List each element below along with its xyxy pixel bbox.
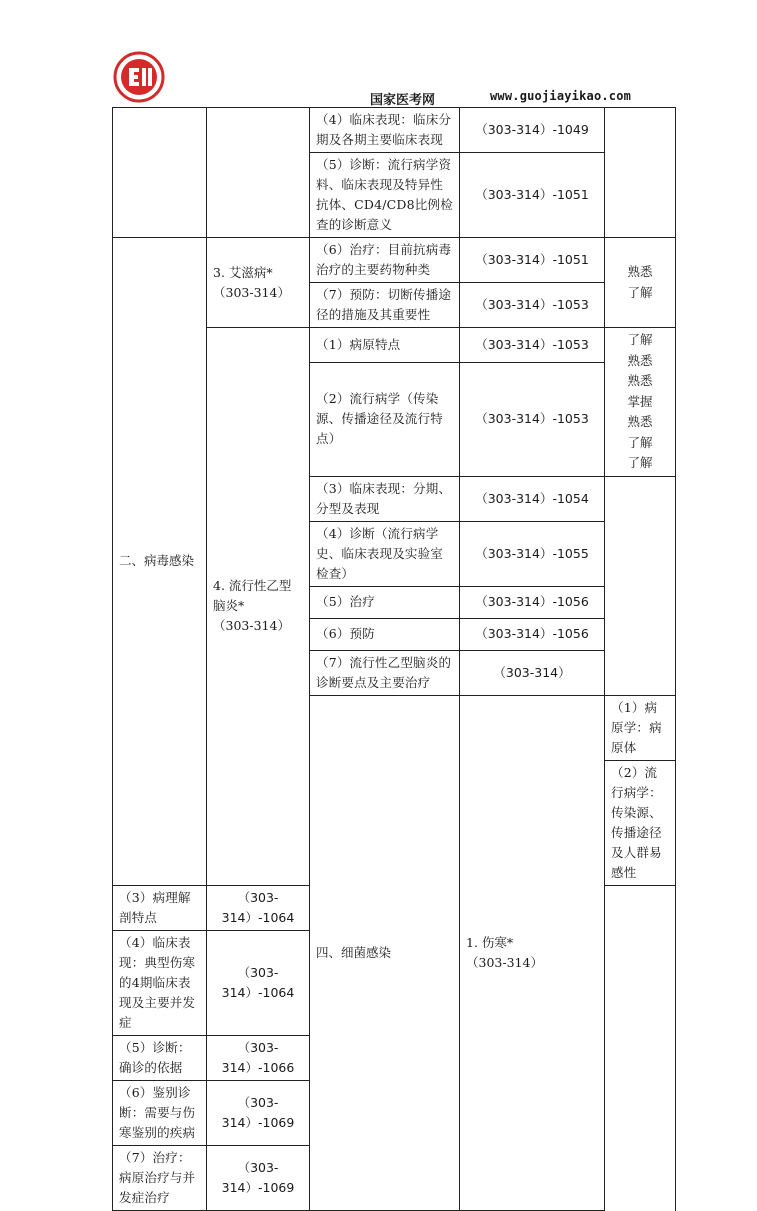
requirement-cell-empty	[605, 108, 676, 238]
requirement-level: 掌握	[627, 393, 653, 409]
header-url[interactable]: www.guojiayikao.com	[490, 89, 632, 103]
ref-cell: （303-314）-1055	[460, 521, 605, 586]
requirement-level: 熟悉	[627, 373, 653, 388]
item-cell: （5）诊断：流行病学资料、临床表现及特异性抗体、CD4/CD8比例检查的诊断意义	[310, 153, 460, 238]
ref-cell: （303-314）	[460, 650, 605, 695]
requirement-level: 了解	[627, 455, 653, 470]
ref-cell: （303-314）-1064	[207, 930, 310, 1035]
item-cell: （4）临床表现：临床分期及各期主要临床表现	[310, 108, 460, 153]
item-cell: （1）病原特点	[310, 328, 460, 363]
topic-jbe: 4. 流行性乙型脑炎* （303-314）	[207, 328, 310, 886]
item-cell: （4）诊断（流行病学史、临床表现及实验室检查）	[310, 521, 460, 586]
header-site-name: 国家医考网	[370, 93, 436, 108]
item-cell: （7）治疗：病原治疗与并发症治疗	[113, 1145, 207, 1210]
requirement-level: 熟悉	[627, 264, 653, 279]
item-cell: （6）鉴别诊断：需要与伤寒鉴别的疾病	[113, 1080, 207, 1145]
ref-cell: （303-314）-1069	[207, 1080, 310, 1145]
topic-aids: 3. 艾滋病* （303-314）	[207, 238, 310, 328]
requirement-level: 了解	[627, 434, 653, 450]
ref-cell: （303-314）-1053	[460, 328, 605, 363]
section-label-viral: 二、病毒感染	[113, 238, 207, 886]
site-logo	[113, 51, 165, 103]
ref-cell: （303-314）-1053	[460, 283, 605, 328]
item-cell: （3）临床表现：分期、分型及表现	[310, 476, 460, 521]
requirement-level: 熟悉	[627, 414, 653, 429]
ref-cell: （303-314）-1069	[207, 1145, 310, 1210]
section-label-bacterial: 四、细菌感染	[310, 695, 460, 1210]
item-cell: （4）临床表现：典型伤寒的4期临床表现及主要并发症	[113, 930, 207, 1035]
requirement-level: 了解	[627, 332, 653, 347]
syllabus-table	[112, 107, 676, 1211]
topic-typhoid: 1. 伤寒* （303-314）	[460, 695, 605, 1210]
requirement-level: 了解	[627, 284, 653, 300]
ref-cell: （303-314）-1053	[460, 362, 605, 476]
item-cell: （7）预防：切断传播途径的措施及其重要性	[310, 283, 460, 328]
topic-cell-empty	[207, 108, 310, 238]
ref-cell: （303-314）-1051	[460, 238, 605, 283]
requirement-aids	[605, 238, 676, 328]
item-cell: （6）预防	[310, 618, 460, 650]
requirement-jbe	[605, 328, 676, 477]
item-cell: （5）诊断：确诊的依据	[113, 1035, 207, 1080]
ref-cell: （303-314）-1051	[460, 153, 605, 238]
item-cell: （6）治疗：目前抗病毒治疗的主要药物种类	[310, 238, 460, 283]
requirement-cell-empty	[605, 476, 676, 695]
ref-cell: （303-314）-1049	[460, 108, 605, 153]
item-cell: （3）病理解剖特点	[113, 885, 207, 930]
ref-cell: （303-314）-1066	[207, 1035, 310, 1080]
item-cell: （5）治疗	[310, 586, 460, 618]
table-row	[113, 238, 676, 283]
ref-cell: （303-314）-1054	[460, 476, 605, 521]
section-cell-empty	[113, 108, 207, 238]
item-cell: （2）流行病学：传染源、传播途径及人群易感性	[605, 760, 676, 885]
item-cell: （2）流行病学（传染源、传播途径及流行特点）	[310, 362, 460, 476]
requirement-level: 熟悉	[627, 352, 653, 368]
ref-cell: （303-314）-1056	[460, 586, 605, 618]
ref-cell: （303-314）-1056	[460, 618, 605, 650]
item-cell: （1）病原学：病原体	[605, 695, 676, 760]
table-row	[113, 108, 676, 153]
item-cell: （7）流行性乙型脑炎的诊断要点及主要治疗	[310, 650, 460, 695]
ref-cell: （303-314）-1064	[207, 885, 310, 930]
